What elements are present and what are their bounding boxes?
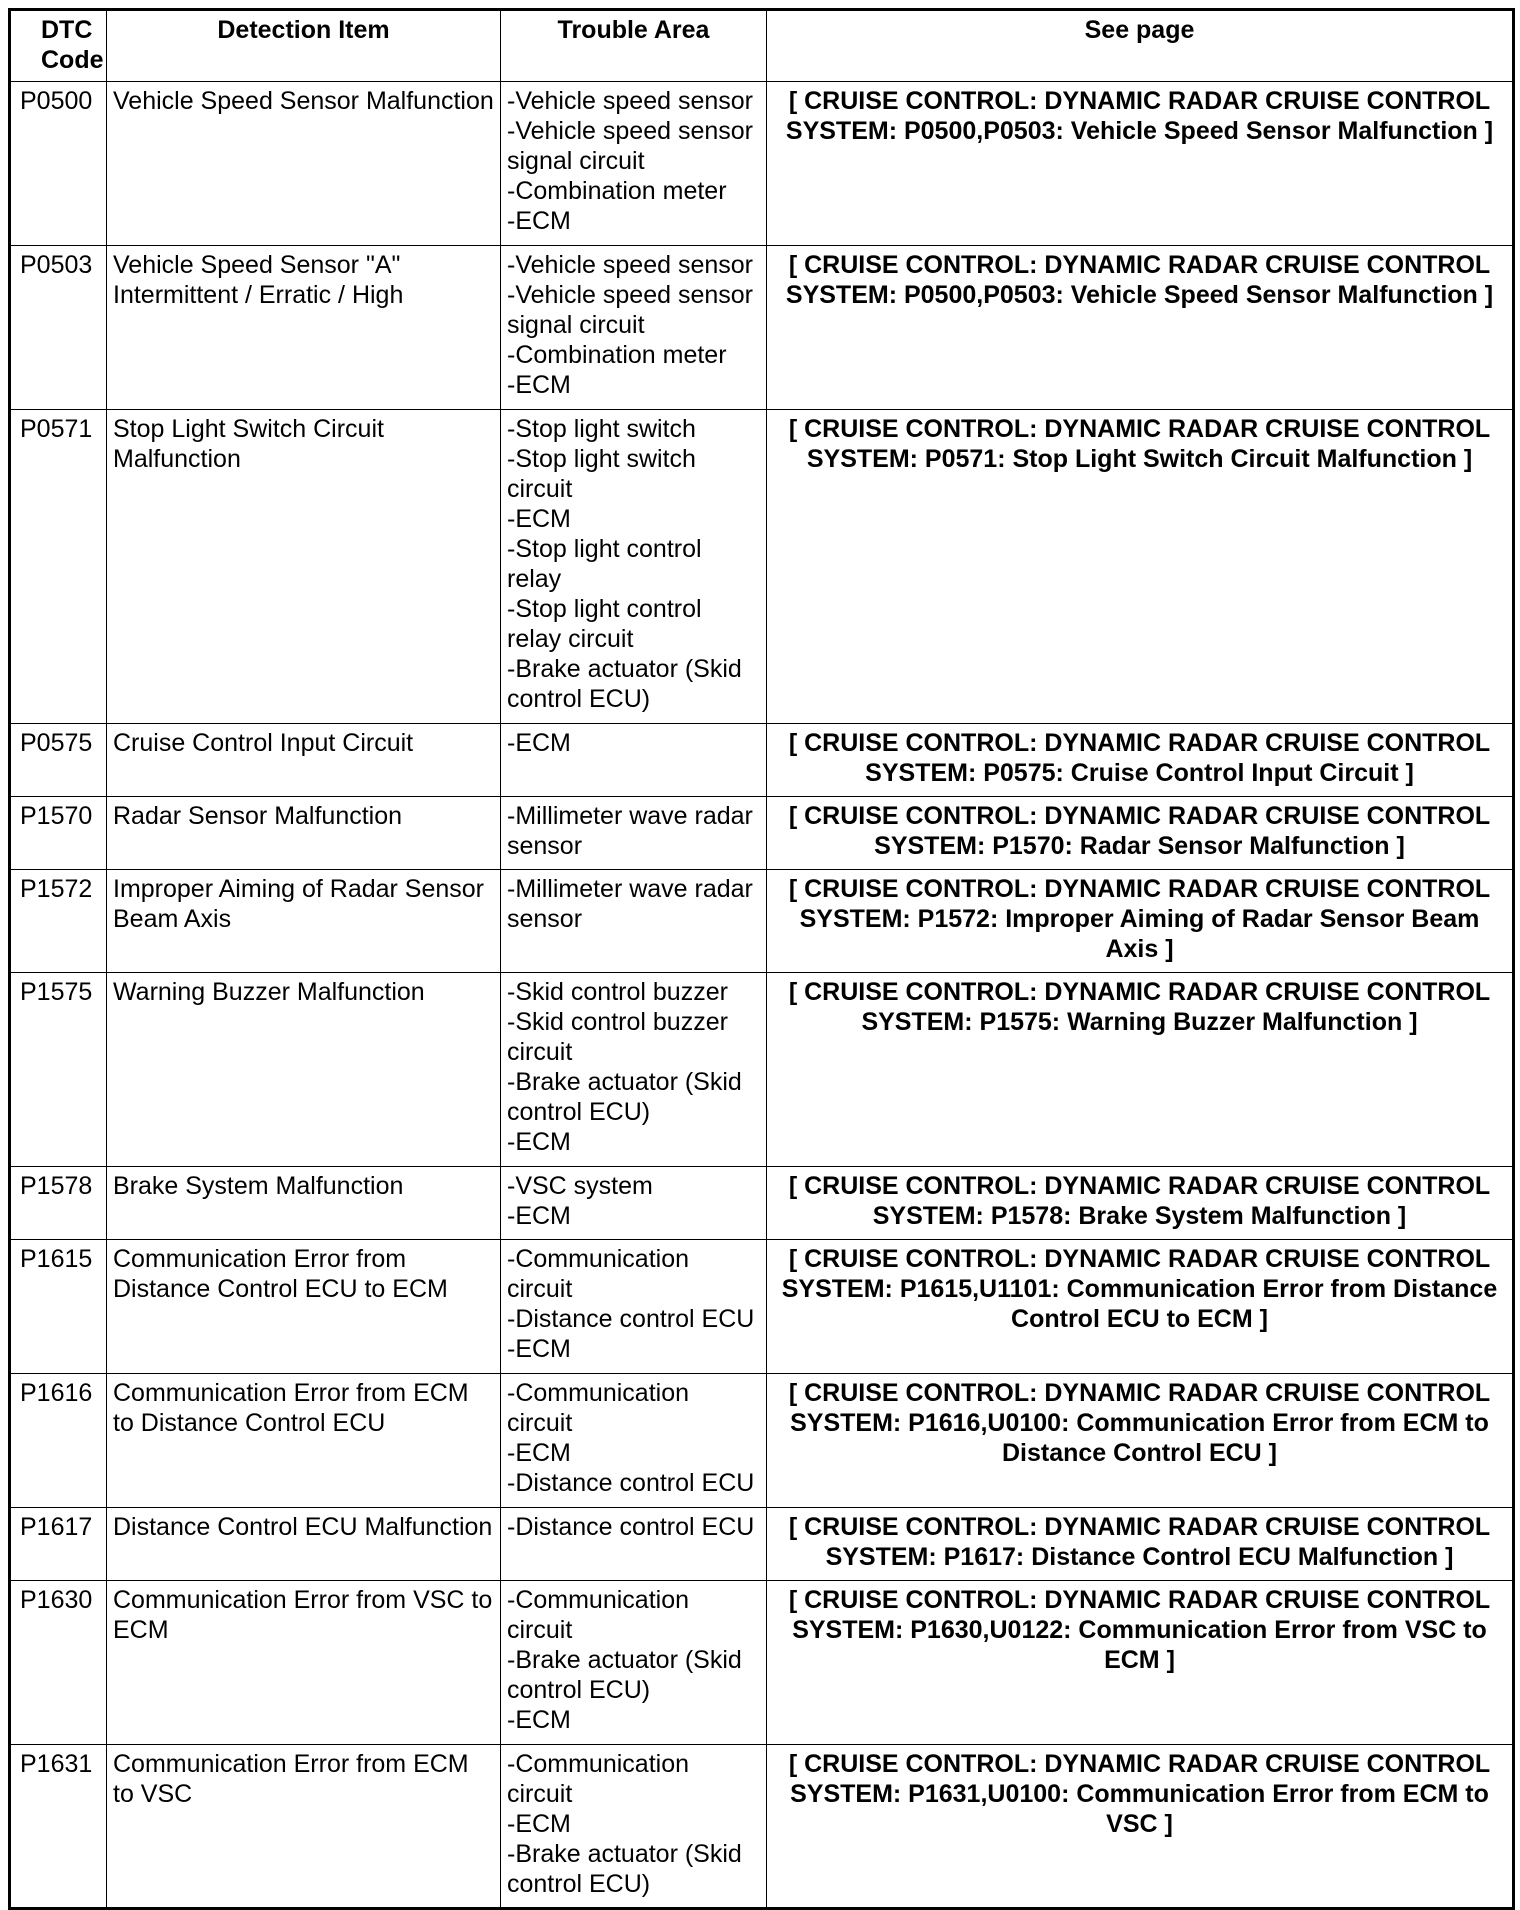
table-row [10, 1167, 1514, 1240]
table-row [10, 1508, 1514, 1581]
trouble-area-cell [501, 973, 767, 1167]
see-page-link[interactable]: [ CRUISE CONTROL: DYNAMIC RADAR CRUISE CONTROL SYSTEM: P1631,U0100: Communication Error from ECM to VSC ] [767, 1745, 1514, 1909]
detection-item-cell: Communication Error from ECM to Distance Control ECU [107, 1374, 501, 1508]
trouble-area-item: -Brake actuator (Skid control ECU) [507, 1646, 742, 1704]
see-page-link[interactable]: [ CRUISE CONTROL: DYNAMIC RADAR CRUISE CONTROL SYSTEM: P0575: Cruise Control Input Circuit ] [767, 724, 1514, 797]
detection-item-cell: Radar Sensor Malfunction [107, 797, 501, 870]
dtc-code-cell: P1572 [10, 870, 107, 973]
detection-item-cell: Improper Aiming of Radar Sensor Beam Axis [107, 870, 501, 973]
detection-item-cell: Communication Error from ECM to VSC [107, 1745, 501, 1909]
trouble-area-item: -ECM [507, 729, 571, 757]
dtc-code-cell: P1570 [10, 797, 107, 870]
trouble-area-item: -ECM [507, 1810, 571, 1838]
header-dtc-code: DTC Code [10, 10, 107, 82]
trouble-area-item: -Vehicle speed sensor signal circuit [507, 281, 753, 339]
table-row [10, 82, 1514, 246]
trouble-area-item: -Distance control ECU [507, 1305, 755, 1333]
trouble-area-cell [501, 246, 767, 410]
trouble-area-item: -ECM [507, 1439, 571, 1467]
trouble-area-item: -Brake actuator (Skid control ECU) [507, 1068, 742, 1126]
see-page-link[interactable]: [ CRUISE CONTROL: DYNAMIC RADAR CRUISE CONTROL SYSTEM: P1615,U1101: Communication Error from Distance Control ECU to ECM ] [767, 1240, 1514, 1374]
trouble-area-item: -Vehicle speed sensor [507, 87, 753, 115]
header-detection-item: Detection Item [107, 10, 501, 82]
dtc-code-cell: P0571 [10, 410, 107, 724]
trouble-area-cell [501, 724, 767, 797]
trouble-area-item: -ECM [507, 371, 571, 399]
dtc-code-cell: P1615 [10, 1240, 107, 1374]
trouble-area-item: -Communication circuit [507, 1586, 690, 1644]
trouble-area-item: -Stop light switch circuit [507, 445, 696, 503]
trouble-area-cell [501, 410, 767, 724]
trouble-area-item: -Distance control ECU [507, 1513, 755, 1541]
header-row [10, 10, 1514, 82]
detection-item-cell: Warning Buzzer Malfunction [107, 973, 501, 1167]
detection-item-cell: Communication Error from VSC to ECM [107, 1581, 501, 1745]
trouble-area-item: -Communication circuit [507, 1379, 690, 1437]
trouble-area-item: -Stop light control relay circuit [507, 595, 702, 653]
dtc-code-cell: P1617 [10, 1508, 107, 1581]
trouble-area-item: -Combination meter [507, 177, 727, 205]
header-trouble-area: Trouble Area [501, 10, 767, 82]
trouble-area-item: -Stop light control relay [507, 535, 702, 593]
dtc-code-cell: P1575 [10, 973, 107, 1167]
trouble-area-cell [501, 870, 767, 973]
see-page-link[interactable]: [ CRUISE CONTROL: DYNAMIC RADAR CRUISE CONTROL SYSTEM: P1616,U0100: Communication Error from ECM to Distance Control ECU ] [767, 1374, 1514, 1508]
table-row [10, 246, 1514, 410]
see-page-link[interactable]: [ CRUISE CONTROL: DYNAMIC RADAR CRUISE CONTROL SYSTEM: P0500,P0503: Vehicle Speed Sensor Malfunction ] [767, 82, 1514, 246]
trouble-area-item: -ECM [507, 1202, 571, 1230]
dtc-table [8, 8, 1515, 1910]
trouble-area-item: -ECM [507, 1335, 571, 1363]
detection-item-cell: Vehicle Speed Sensor Malfunction [107, 82, 501, 246]
trouble-area-item: -VSC system [507, 1172, 653, 1200]
trouble-area-cell [501, 1374, 767, 1508]
see-page-link[interactable]: [ CRUISE CONTROL: DYNAMIC RADAR CRUISE CONTROL SYSTEM: P1575: Warning Buzzer Malfunction ] [767, 973, 1514, 1167]
detection-item-cell: Distance Control ECU Malfunction [107, 1508, 501, 1581]
see-page-link[interactable]: [ CRUISE CONTROL: DYNAMIC RADAR CRUISE CONTROL SYSTEM: P0500,P0503: Vehicle Speed Sensor Malfunction ] [767, 246, 1514, 410]
see-page-link[interactable]: [ CRUISE CONTROL: DYNAMIC RADAR CRUISE CONTROL SYSTEM: P1570: Radar Sensor Malfunction ] [767, 797, 1514, 870]
trouble-area-item: -Skid control buzzer circuit [507, 1008, 728, 1066]
header-see-page: See page [767, 10, 1514, 82]
trouble-area-item: -Brake actuator (Skid control ECU) [507, 1840, 742, 1898]
table-row [10, 1240, 1514, 1374]
trouble-area-item: -ECM [507, 207, 571, 235]
table-row [10, 973, 1514, 1167]
dtc-code-cell: P0503 [10, 246, 107, 410]
dtc-code-cell: P0575 [10, 724, 107, 797]
detection-item-cell: Communication Error from Distance Control ECU to ECM [107, 1240, 501, 1374]
trouble-area-item: -Vehicle speed sensor [507, 251, 753, 279]
table-row [10, 1745, 1514, 1909]
table-row [10, 870, 1514, 973]
dtc-code-cell: P1630 [10, 1581, 107, 1745]
trouble-area-cell [501, 1508, 767, 1581]
dtc-code-cell: P0500 [10, 82, 107, 246]
trouble-area-item: -Vehicle speed sensor signal circuit [507, 117, 753, 175]
trouble-area-item: -Millimeter wave radar sensor [507, 802, 753, 860]
trouble-area-cell [501, 82, 767, 246]
see-page-link[interactable]: [ CRUISE CONTROL: DYNAMIC RADAR CRUISE CONTROL SYSTEM: P0571: Stop Light Switch Circuit Malfunction ] [767, 410, 1514, 724]
trouble-area-item: -ECM [507, 1706, 571, 1734]
see-page-link[interactable]: [ CRUISE CONTROL: DYNAMIC RADAR CRUISE CONTROL SYSTEM: P1572: Improper Aiming of Radar Sensor Beam Axis ] [767, 870, 1514, 973]
see-page-link[interactable]: [ CRUISE CONTROL: DYNAMIC RADAR CRUISE CONTROL SYSTEM: P1578: Brake System Malfunction ] [767, 1167, 1514, 1240]
table-row [10, 797, 1514, 870]
trouble-area-cell [501, 797, 767, 870]
trouble-area-item: -ECM [507, 1128, 571, 1156]
table-row [10, 1374, 1514, 1508]
detection-item-cell: Cruise Control Input Circuit [107, 724, 501, 797]
dtc-code-cell: P1616 [10, 1374, 107, 1508]
trouble-area-item: -ECM [507, 505, 571, 533]
trouble-area-item: -Communication circuit [507, 1245, 690, 1303]
table-row [10, 724, 1514, 797]
table-row [10, 410, 1514, 724]
trouble-area-cell [501, 1581, 767, 1745]
detection-item-cell: Brake System Malfunction [107, 1167, 501, 1240]
dtc-code-cell: P1578 [10, 1167, 107, 1240]
trouble-area-item: -Combination meter [507, 341, 727, 369]
trouble-area-cell [501, 1167, 767, 1240]
trouble-area-cell [501, 1745, 767, 1909]
detection-item-cell: Stop Light Switch Circuit Malfunction [107, 410, 501, 724]
see-page-link[interactable]: [ CRUISE CONTROL: DYNAMIC RADAR CRUISE CONTROL SYSTEM: P1630,U0122: Communication Error from VSC to ECM ] [767, 1581, 1514, 1745]
trouble-area-item: -Brake actuator (Skid control ECU) [507, 655, 742, 713]
trouble-area-item: -Millimeter wave radar sensor [507, 875, 753, 933]
trouble-area-item: -Stop light switch [507, 415, 696, 443]
trouble-area-cell [501, 1240, 767, 1374]
trouble-area-item: -Distance control ECU [507, 1469, 755, 1497]
trouble-area-item: -Communication circuit [507, 1750, 690, 1808]
trouble-area-item: -Skid control buzzer [507, 978, 728, 1006]
dtc-code-cell: P1631 [10, 1745, 107, 1909]
detection-item-cell: Vehicle Speed Sensor "A" Intermittent / Erratic / High [107, 246, 501, 410]
table-row [10, 1581, 1514, 1745]
see-page-link[interactable]: [ CRUISE CONTROL: DYNAMIC RADAR CRUISE CONTROL SYSTEM: P1617: Distance Control ECU Malfunction ] [767, 1508, 1514, 1581]
